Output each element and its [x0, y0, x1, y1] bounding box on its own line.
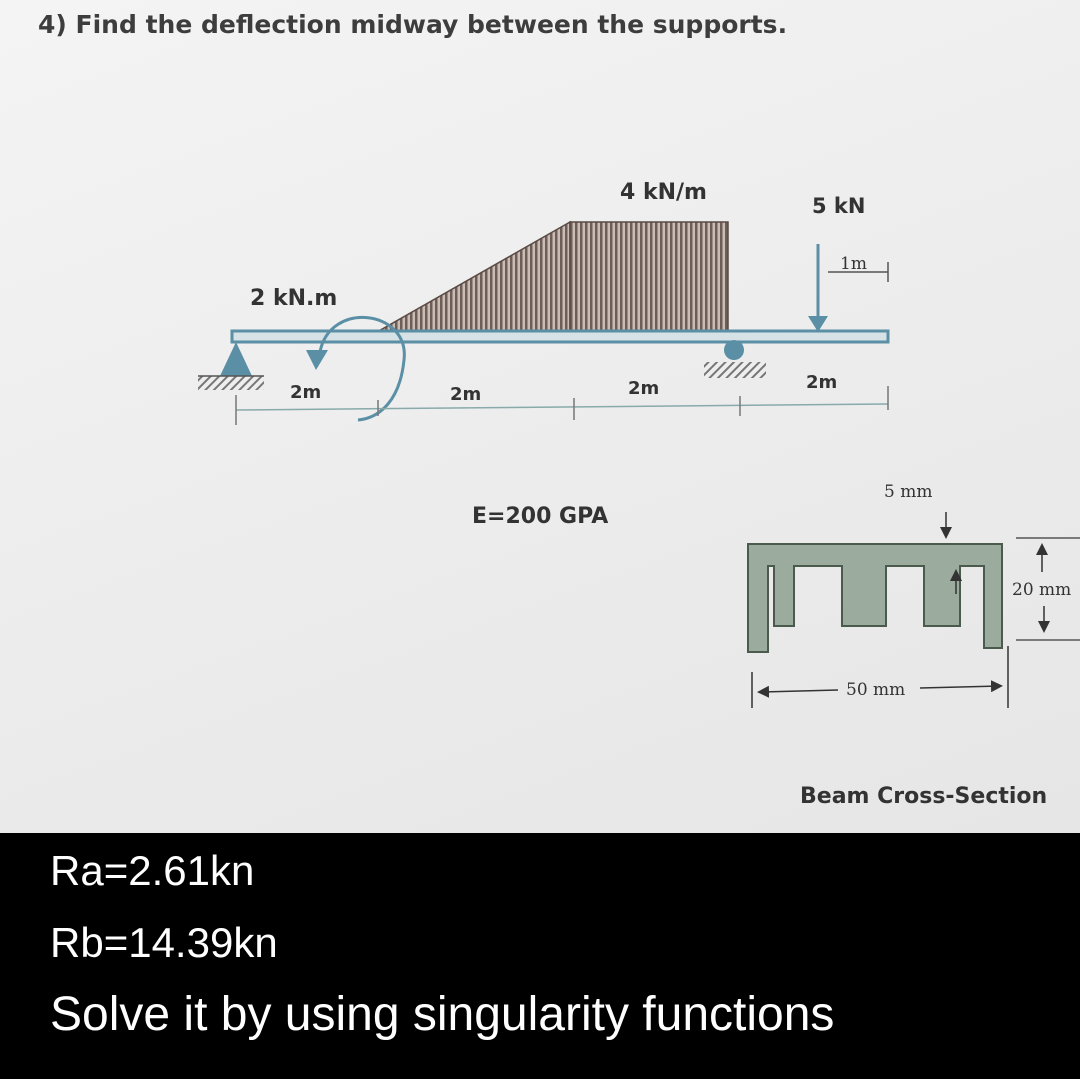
pin-support-a — [220, 342, 252, 376]
instruction-text: Solve it by using singularity functions — [50, 988, 835, 1041]
roller-support-b — [724, 340, 744, 360]
cross-section-shape — [748, 544, 1002, 652]
moment-label: 2 kN.m — [250, 286, 338, 311]
segment-label-4: 2m — [806, 372, 838, 393]
width-label: 50 mm — [846, 680, 906, 700]
ground-hatch-a — [198, 376, 264, 390]
dim-1m-label: 1m — [840, 254, 867, 274]
ground-hatch-b — [704, 362, 766, 378]
modulus-label: E=200 GPA — [472, 504, 609, 529]
span-dimension-line — [236, 404, 888, 410]
point-load-label: 5 kN — [812, 194, 866, 218]
reaction-b-text: Rb=14.39kn — [50, 919, 278, 966]
notes-panel — [0, 833, 1080, 1079]
thickness-label: 5 mm — [884, 482, 933, 502]
segment-label-2: 2m — [450, 384, 482, 405]
triangular-load — [370, 222, 570, 336]
segment-label-3: 2m — [628, 378, 660, 399]
reaction-a-text: Ra=2.61kn — [50, 847, 255, 894]
section-caption: Beam Cross-Section — [800, 784, 1048, 809]
moment-arrowhead — [306, 350, 328, 370]
uniform-load — [570, 222, 728, 336]
question-text: 4) Find the deflection midway between the supports. — [38, 10, 788, 39]
height-label: 20 mm — [1012, 580, 1072, 600]
segment-label-1: 2m — [290, 382, 322, 403]
distributed-load-label: 4 kN/m — [620, 180, 707, 205]
